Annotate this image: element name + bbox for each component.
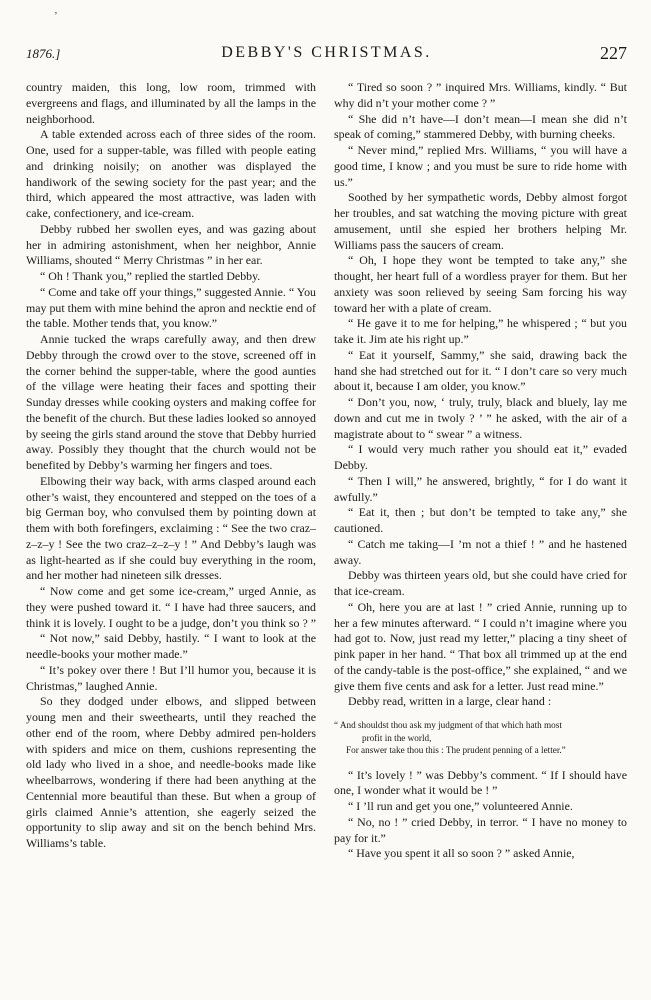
letter-verse bbox=[334, 719, 627, 757]
paragraph: Soothed by her sympathetic words, Debby almost forgot her troubles, and sat watching the moving picture with great amusement, until she espied her brothers helping Mr. Williams pass the saucers of cream. bbox=[334, 190, 627, 252]
paragraph: Debby read, written in a large, clear hand : bbox=[348, 694, 552, 709]
right-column bbox=[334, 80, 627, 862]
paragraph: “ She did n’t have—I don’t mean—I mean she did n’t speak of coming,” stammered Debby, with burning cheeks. bbox=[334, 111, 627, 142]
paragraph: “ No, no ! ” cried Debby, in terror. “ I have no money to pay for it.” bbox=[334, 814, 627, 845]
paragraph: “ Don’t you, now, ‘ truly, truly, black and bluely, lay me down and cut me in twoly ? ’ ” he asked, with the air of a magistrate about to “ swear ” a witness. bbox=[334, 395, 627, 441]
paragraph: “ It’s pokey over there ! But I’ll humor you, because it is Christmas,” laughed Annie. bbox=[26, 662, 316, 693]
paragraph: Elbowing their way back, with arms clasped around each other’s waist, they encountered and stepped on the toes of a big German boy, who convulsed them by pointing down at them with both forefingers, exclaiming : “ See the two craz–z–z–y ! See the two craz–z–z–y ! ” And Debby’s laugh was as light-hearted as if she could buy everything in the room, and her mother had nineteen silk dresses. bbox=[26, 473, 316, 583]
paragraph: “ Now come and get some ice-cream,” urged Annie, as they were pushed toward it. “ I have had three saucers, and think it is lovely. I ought to be a judge, don’t you think so ? ” bbox=[26, 584, 316, 630]
paragraph: “ Oh ! Thank you,” replied the startled Debby. bbox=[40, 269, 261, 283]
header-year: 1876.] bbox=[26, 46, 61, 61]
paragraph: country maiden, this long, low room, trimmed with evergreens and flags, and illuminated by all the lamps in the neighborhood. bbox=[26, 80, 316, 126]
left-column bbox=[26, 80, 316, 852]
header-title: DEBBY'S CHRISTMAS. bbox=[221, 44, 432, 61]
paragraph: So they dodged under elbows, and slipped between young men and their sweethearts, until they reached the other end of the room, where Debby admired pen-holders with spiders and mice on them, cushions representing the old lady who lived in a shoe, and needle-books made like wheelbarrows, wondering if there had been anything at the Centennial more beautiful than these. But when a group of girls claimed Annie’s attention, she eagerly seized the opportunity to slip away and sit on the bench behind Mrs. Williams’s table. bbox=[26, 694, 316, 850]
paragraph: “ Oh, I hope they wont be tempted to take any,” she thought, her heart full of a wordless prayer for them. But her anxiety was soon relieved by seeing Sam forcing his way toward her with a plate of cream. bbox=[334, 253, 627, 315]
paragraph: “ I would very much rather you should eat it,” evaded Debby. bbox=[334, 442, 627, 472]
paragraph: “ It’s lovely ! ” was Debby’s comment. “ If I should have one, I wonder what it would be ! ” bbox=[334, 767, 627, 798]
verse-line: “ And shouldst thou ask my judgment of that which hath most bbox=[334, 720, 562, 730]
verse-line: profit in the world, bbox=[362, 732, 432, 743]
paragraph: Annie tucked the wraps carefully away, and then drew Debby through the crowd over to the stove, screened off in the corner behind the supper-table, where the good aunties of the village were heating their faces and spotting their Sunday dresses while cooking oysters and making coffee for the benefit of the church. But these ladies looked so annoyed by seeing the girls stand around the stove that Debby hurried away. Possibly they thought that the church would not be benefited by Debby’s warming her fingers and toes. bbox=[26, 332, 316, 472]
verse-line: For answer take thou this : The prudent penning of a letter.” bbox=[346, 745, 566, 755]
running-header bbox=[26, 44, 627, 64]
paragraph: Debby rubbed her swollen eyes, and was gazing about her in admiring astonishment, when her neighbor, Annie Williams, shouted “ Merry Christmas ” in her ear. bbox=[26, 221, 316, 268]
paragraph: A table extended across each of three sides of the room. One, used for a supper-table, was filled with people eating and drinking noisily; on another was displayed the handiwork of the sewing society for the past year; and the third, which appeared the most attractive, was laden with cake, confectionery, and ice-cream. bbox=[26, 127, 316, 220]
paragraph: “ Never mind,” replied Mrs. Williams, “ you will have a good time, I know ; and you must be sure to ride home with us.” bbox=[334, 143, 627, 189]
paragraph: “ Come and take off your things,” suggested Annie. “ You may put them with mine behind the apron and necktie end of the table. Mother tends that, you know.” bbox=[26, 284, 316, 331]
paragraph: “ Have you spent it all so soon ? ” asked Annie, bbox=[348, 846, 575, 861]
paragraph: “ Catch me taking—I ’m not a thief ! ” and he hastened away. bbox=[334, 536, 627, 567]
paragraph: “ Tired so soon ? ” inquired Mrs. Williams, kindly. “ But why did n’t your mother come ? ” bbox=[334, 80, 627, 110]
paragraph: “ I ’ll run and get you one,” volunteered Annie. bbox=[348, 799, 573, 813]
paragraph: “ He gave it to me for helping,” he whispered ; “ but you take it. Jim ate his right up.” bbox=[334, 316, 627, 346]
paragraph: “ Then I will,” he answered, brightly, “ for I do want it awfully.” bbox=[334, 473, 627, 504]
paragraph: “ Eat it, then ; but don’t be tempted to take any,” she cautioned. bbox=[334, 505, 627, 535]
margin-mark: ’ bbox=[54, 10, 58, 22]
paragraph: Debby was thirteen years old, but she could have cried for that ice-cream. bbox=[334, 568, 627, 598]
page-number: 227 bbox=[600, 43, 627, 63]
paragraph: “ Oh, here you are at last ! ” cried Annie, running up to her a few minutes afterward. “ I could n’t imagine where you had got to. Now, just read my letter,” placing a tiny sheet of pink paper in her hand. “ That box all trimmed up at the end of the candy-table is the post-office,” she explained, “ and we give them five cents and ask for a letter. Just read mine.” bbox=[334, 599, 627, 693]
paragraph: “ Not now,” said Debby, hastily. “ I want to look at the needle-books your mother made.” bbox=[26, 631, 316, 661]
paragraph: “ Eat it yourself, Sammy,” she said, drawing back the hand she had stretched out for it. “ I don’t care so very much about it, because I am older, you know.” bbox=[334, 347, 627, 394]
